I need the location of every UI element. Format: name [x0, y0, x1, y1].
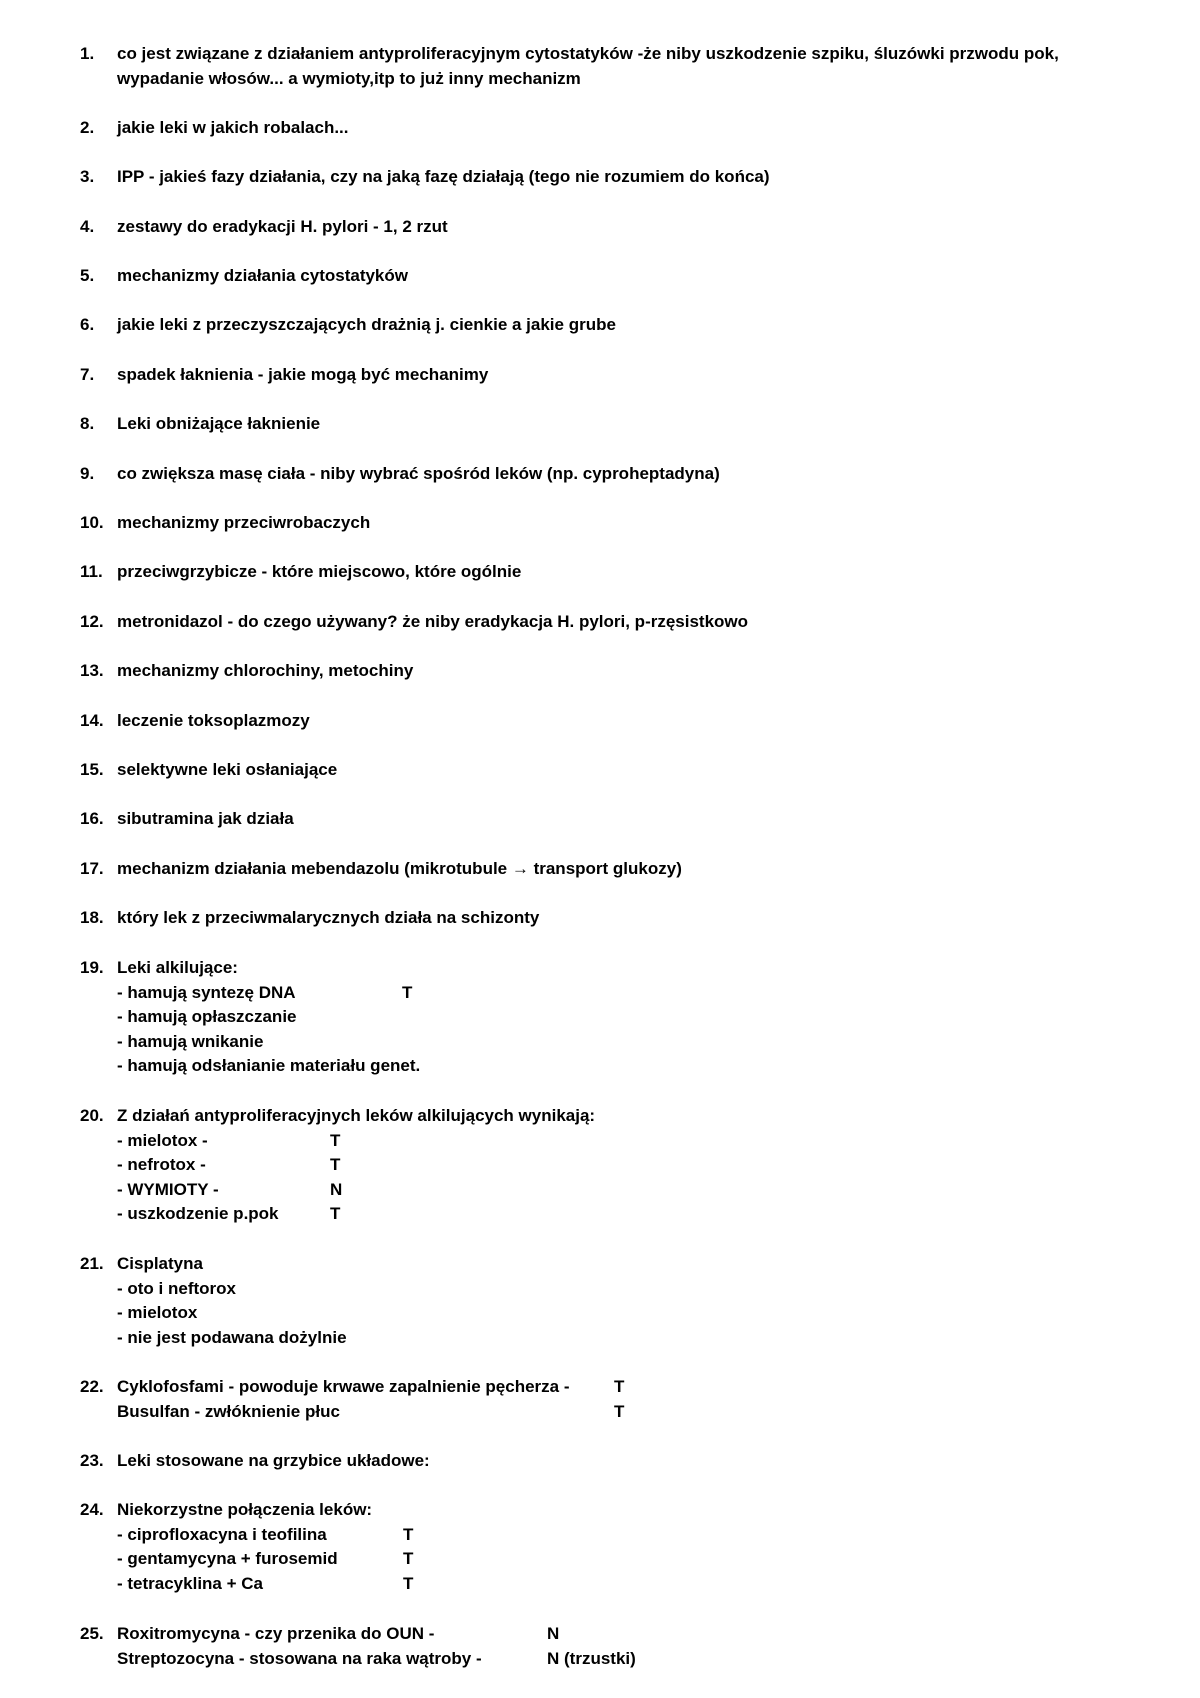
question-number: 3.	[80, 167, 95, 186]
question-text: - hamują syntezę DNA	[117, 982, 296, 1002]
question-text: mechanizmy chlorochiny, metochiny	[117, 661, 414, 680]
question-body	[117, 758, 1137, 783]
question-line	[117, 1301, 1137, 1326]
question-text: Cisplatyna	[117, 1254, 203, 1273]
question-body	[117, 906, 1137, 931]
question-body	[117, 709, 1137, 734]
answer-mark: N (trzustki)	[547, 1648, 636, 1668]
question-number: 14.	[80, 711, 104, 730]
question-number: 20.	[80, 1106, 104, 1125]
question-line	[117, 1277, 1137, 1302]
question-body	[117, 264, 1137, 289]
question-line	[117, 1400, 1137, 1425]
question-line	[117, 1375, 1137, 1400]
question-line	[117, 1622, 1137, 1647]
question-body	[117, 313, 1137, 338]
question-text: - mielotox	[117, 1303, 198, 1322]
question-body	[117, 511, 1137, 536]
question-text: Niekorzystne połączenia leków:	[117, 1500, 373, 1519]
question-text: mechanizm działania mebendazolu (mikrotubule → transport glukozy)	[117, 859, 682, 878]
question-number: 4.	[80, 217, 95, 236]
question-line	[117, 1030, 1137, 1055]
question-number: 9.	[80, 464, 95, 483]
question-body	[117, 42, 1137, 91]
answer-mark: T	[402, 982, 413, 1002]
question-number: 24.	[80, 1500, 104, 1519]
question-line	[117, 1202, 1137, 1227]
question-text: przeciwgrzybicze - które miejscowo, które ogólnie	[117, 562, 522, 581]
question-text: - ciprofloxacyna i teofilina	[117, 1524, 327, 1544]
question-line	[117, 610, 1137, 635]
question-line	[117, 1647, 1137, 1672]
question-body	[117, 1252, 1137, 1350]
answer-mark: N	[330, 1179, 343, 1199]
question-number: 25.	[80, 1624, 104, 1643]
question-text: Leki obniżające łaknienie	[117, 414, 321, 433]
question-number: 5.	[80, 266, 95, 285]
question-text: wypadanie włosów... a wymioty,itp to już inny mechanizm	[117, 68, 581, 88]
question-line	[117, 264, 1137, 289]
question-text: mechanizmy działania cytostatyków	[117, 266, 408, 285]
question-line	[117, 906, 1137, 931]
question-number: 17.	[80, 859, 104, 878]
question-line	[117, 165, 1137, 190]
question-line	[117, 956, 1137, 981]
question-number: 6.	[80, 315, 95, 334]
question-number: 19.	[80, 958, 104, 977]
answer-mark: T	[614, 1377, 625, 1396]
question-body	[117, 610, 1137, 635]
question-line	[117, 1326, 1137, 1351]
question-text: - mielotox -	[117, 1130, 208, 1150]
question-line	[117, 709, 1137, 734]
question-line	[117, 1572, 1137, 1597]
question-text: Busulfan - zwłóknienie płuc	[117, 1401, 340, 1421]
question-line	[117, 1005, 1137, 1030]
question-body	[117, 956, 1137, 1079]
question-body	[117, 857, 1137, 882]
question-line	[117, 313, 1137, 338]
question-line	[117, 1498, 1137, 1523]
question-text: Cyklofosfami - powoduje krwawe zapalnienie pęcherza -	[117, 1377, 570, 1396]
question-number: 2.	[80, 118, 95, 137]
question-body	[117, 1449, 1137, 1474]
question-text: - gentamycyna + furosemid	[117, 1549, 338, 1568]
answer-mark: T	[330, 1155, 341, 1174]
question-text: - tetracyklina + Ca	[117, 1573, 263, 1593]
question-text: - nefrotox -	[117, 1155, 206, 1174]
question-number: 11.	[80, 562, 103, 581]
question-line	[117, 1547, 1137, 1572]
question-line	[117, 1129, 1137, 1154]
question-body	[117, 1375, 1137, 1424]
question-line	[117, 511, 1137, 536]
question-line	[117, 42, 1137, 67]
question-text: sibutramina jak działa	[117, 809, 294, 828]
question-line	[117, 1153, 1137, 1178]
question-line	[117, 215, 1137, 240]
question-text: - oto i neftorox	[117, 1278, 236, 1298]
question-line	[117, 807, 1137, 832]
question-number: 23.	[80, 1451, 104, 1470]
question-number: 10.	[80, 513, 104, 532]
question-text: - nie jest podawana dożylnie	[117, 1327, 347, 1347]
question-line	[117, 560, 1137, 585]
question-line	[117, 462, 1137, 487]
question-text: Roxitromycyna - czy przenika do OUN -	[117, 1624, 435, 1643]
answer-mark: T	[330, 1204, 341, 1223]
question-line	[117, 857, 1137, 882]
question-number: 7.	[80, 365, 95, 384]
question-number: 8.	[80, 414, 95, 433]
question-text: - hamują odsłanianie materiału genet.	[117, 1056, 421, 1075]
question-text: leczenie toksoplazmozy	[117, 711, 310, 730]
question-body	[117, 807, 1137, 832]
question-body	[117, 659, 1137, 684]
question-body	[117, 462, 1137, 487]
question-text: - WYMIOTY -	[117, 1179, 219, 1199]
question-body	[117, 1622, 1137, 1671]
question-text: jakie leki w jakich robalach...	[117, 118, 349, 137]
question-line	[117, 981, 1137, 1006]
question-number: 21.	[80, 1254, 104, 1273]
question-text: selektywne leki osłaniające	[117, 760, 338, 779]
question-text: IPP - jakieś fazy działania, czy na jaką fazę działają (tego nie rozumiem do końca)	[117, 167, 770, 186]
question-text: - hamują opłaszczanie	[117, 1007, 297, 1026]
question-number: 18.	[80, 908, 104, 927]
question-number: 15.	[80, 760, 104, 779]
question-body	[117, 116, 1137, 141]
question-line	[117, 1054, 1137, 1079]
question-text: Leki stosowane na grzybice układowe:	[117, 1451, 430, 1470]
question-text: - hamują wnikanie	[117, 1031, 264, 1051]
question-line	[117, 1523, 1137, 1548]
question-text: który lek z przeciwmalarycznych działa na schizonty	[117, 908, 540, 927]
question-text: mechanizmy przeciwrobaczych	[117, 513, 371, 532]
answer-mark: N	[547, 1624, 560, 1643]
answer-mark: T	[403, 1549, 414, 1568]
question-text: jakie leki z przeczyszczających drażnią j. cienkie a jakie grube	[117, 315, 616, 334]
answer-mark: T	[403, 1573, 414, 1593]
question-body	[117, 412, 1137, 437]
question-body	[117, 1104, 1137, 1227]
question-line	[117, 1104, 1137, 1129]
question-text: - uszkodzenie p.pok	[117, 1204, 279, 1223]
question-body	[117, 1498, 1137, 1596]
question-line	[117, 116, 1137, 141]
question-text: co zwiększa masę ciała - niby wybrać spośród leków (np. cyproheptadyna)	[117, 464, 720, 483]
question-text: spadek łaknienia - jakie mogą być mechanimy	[117, 365, 489, 384]
question-body	[117, 363, 1137, 388]
question-text: Leki alkilujące:	[117, 958, 238, 977]
question-line	[117, 1178, 1137, 1203]
question-number: 16.	[80, 809, 104, 828]
question-body	[117, 560, 1137, 585]
question-line	[117, 363, 1137, 388]
question-line	[117, 1252, 1137, 1277]
question-line	[117, 758, 1137, 783]
question-line	[117, 1449, 1137, 1474]
answer-mark: T	[403, 1524, 414, 1544]
question-text: Streptozocyna - stosowana na raka wątroby -	[117, 1648, 482, 1668]
question-number: 13.	[80, 661, 104, 680]
question-line	[117, 67, 1137, 92]
question-number: 12.	[80, 612, 104, 631]
question-text: Z działań antyproliferacyjnych leków alkilujących wynikają:	[117, 1106, 596, 1125]
question-number: 22.	[80, 1377, 104, 1396]
question-line	[117, 659, 1137, 684]
answer-mark: T	[330, 1130, 341, 1150]
question-body	[117, 165, 1137, 190]
question-text: zestawy do eradykacji H. pylori - 1, 2 rzut	[117, 217, 448, 236]
question-text: metronidazol - do czego używany? że niby eradykacja H. pylori, p-rzęsistkowo	[117, 612, 749, 631]
question-body	[117, 215, 1137, 240]
answer-mark: T	[614, 1401, 625, 1421]
question-text: co jest związane z działaniem antyproliferacyjnym cytostatyków -że niby uszkodzenie szpiku, śluzówki przwodu pok,	[117, 44, 1059, 63]
question-line	[117, 412, 1137, 437]
question-number: 1.	[80, 44, 95, 63]
